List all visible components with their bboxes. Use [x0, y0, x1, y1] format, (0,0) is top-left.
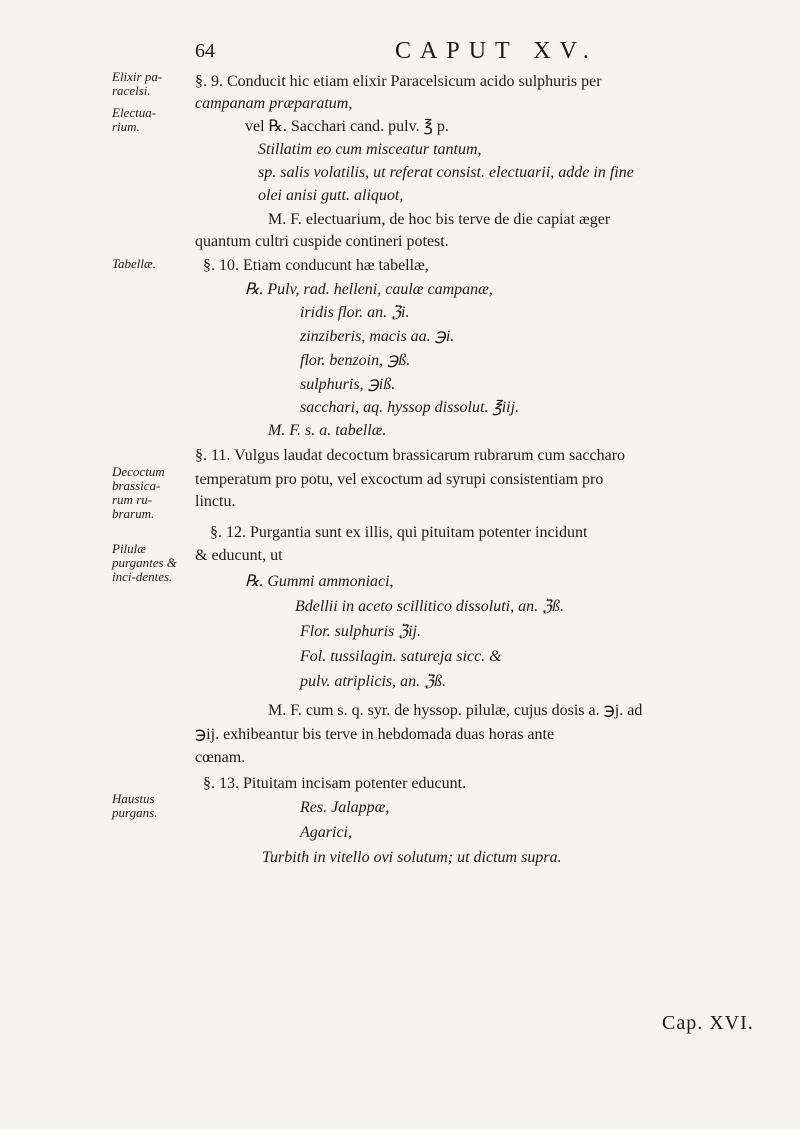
- text-line: flor. benzoin, ℈ß.: [300, 352, 411, 369]
- text-line: Turbith in vitello ovi solutum; ut dictum supra.: [262, 849, 562, 866]
- catchword: Cap. XVI.: [662, 1012, 754, 1034]
- text-line: & educunt, ut: [195, 547, 283, 564]
- text-line: §. 9. Conducit hic etiam elixir Paracelsicum acido sulphuris per: [195, 73, 602, 90]
- text-line: M. F. electuarium, de hoc bis terve de die capiat æger: [268, 211, 611, 228]
- text-line: §. 12. Purgantia sunt ex illis, qui pituitam potenter incidunt: [210, 524, 588, 541]
- text-line: pulv. atriplicis, an. ℨß.: [300, 673, 446, 690]
- text-line: iridis flor. an. ℨi.: [300, 304, 410, 321]
- text-line: zinziberis, macis aa. ℈i.: [300, 328, 455, 345]
- text-line: sacchari, aq. hyssop dissolut. ℥iij.: [300, 399, 520, 416]
- margin-note-haustus: Haustus purgans.: [112, 791, 158, 820]
- margin-note-electuarium: Electua-rium.: [112, 105, 157, 134]
- text-line: sp. salis volatilis, ut referat consist. electuarii, adde in fine: [258, 164, 634, 181]
- text-line: vel ℞. Sacchari cand. pulv. ℥ p.: [245, 118, 449, 135]
- text-line: §. 10. Etiam conducunt hæ tabellæ,: [203, 257, 429, 274]
- text-line: Stillatim eo cum misceatur tantum,: [258, 141, 482, 158]
- text-line: §. 13. Pituitam incisam potenter educunt.: [203, 775, 467, 792]
- margin-note-decoctum: Decoctum brassica-rum ru-brarum.: [112, 464, 165, 521]
- text-line: sulphuris, ℈iß.: [300, 376, 396, 393]
- text-line: Res. Jalappæ,: [300, 799, 390, 816]
- text-line: temperatum pro potu, vel excoctum ad syrupi consistentiam pro: [195, 471, 604, 488]
- text-line: Agarici,: [300, 824, 352, 841]
- running-head: CAPUT XV.: [395, 38, 598, 64]
- text-line: §. 11. Vulgus laudat decoctum brassicarum rubrarum cum saccharo: [195, 447, 626, 464]
- text-line: Bdellii in aceto scillitico dissoluti, an. ℨß.: [295, 598, 564, 615]
- margin-note-elixir: Elixir pa-racelsi.: [112, 69, 163, 98]
- text-line: ℞. Gummi ammoniaci,: [245, 573, 394, 590]
- margin-note-tabellae: Tabellæ.: [112, 256, 156, 271]
- page-header: [195, 40, 755, 70]
- text-line: M. F. cum s. q. syr. de hyssop. pilulæ, cujus dosis a. ℈j. ad: [268, 702, 643, 719]
- page-number: 64: [195, 40, 215, 62]
- text-line: linctu.: [195, 493, 236, 510]
- margin-note-pilulae: Pilulæ purgantes & inci-dentes.: [112, 541, 177, 584]
- text-line: Fol. tussilagin. satureja sicc. &: [300, 648, 502, 665]
- text-line: quantum cultri cuspide contineri potest.: [195, 233, 449, 250]
- text-line: cœnam.: [195, 749, 246, 766]
- text-line: olei anisi gutt. aliquot,: [258, 187, 404, 204]
- text-line: campanam præparatum,: [195, 95, 353, 112]
- text-line: ℞. Pulv, rad. helleni, caulæ campanæ,: [245, 281, 493, 298]
- text-line: Flor. sulphuris ℨij.: [300, 623, 421, 640]
- text-line: ℈ij. exhibeantur bis terve in hebdomada duas horas ante: [195, 726, 555, 743]
- text-line: M. F. s. a. tabellæ.: [268, 422, 387, 439]
